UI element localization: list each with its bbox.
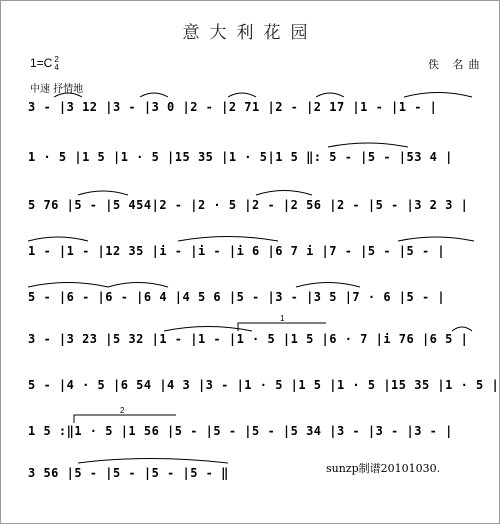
time-signature: [54, 56, 58, 72]
notation-line: 5 - |6 - |6 - |6 4 |4 5 6 |5 - |3 - |3 5 |7 · 6 |5 - |: [28, 290, 446, 304]
notation-line: 3 - |3 23 |5 32 |1 - |1 - |1 · 5 |1 5 |6 · 7 |i 76 |6 5 |: [28, 332, 469, 346]
tempo-marking: 中速 抒情地: [30, 84, 84, 95]
score-row-3: [28, 194, 474, 216]
notation-line: 1 - |1 - |12 35 |i - |i - |i 6 |6 7 i |7 - |5 - |5 - |: [28, 244, 446, 258]
arranger-signature: sunzp制谱20101030.: [326, 462, 441, 475]
notation-line: 1 · 5 |1 5 |1 · 5 |15 35 |1 · 5|1 5 ‖: 5 - |5 - |53 4 |: [28, 150, 453, 164]
notation-line: 1 5 :‖1 · 5 |1 56 |5 - |5 - |5 - |5 34 |3 - |3 - |3 - |: [28, 424, 453, 438]
notation-line: 3 56 |5 - |5 - |5 - |5 - ‖: [28, 466, 229, 480]
key-time-signature: [30, 56, 59, 72]
notation-line: 5 76 |5 - |5 454|2 - |2 · 5 |2 - |2 56 |2 - |5 - |3 2 3 |: [28, 198, 469, 212]
score-row-7: [28, 374, 500, 396]
score-row-2: [28, 146, 474, 168]
song-title: 意大利花园: [182, 23, 318, 43]
composer-credit: 佚 名曲: [428, 58, 485, 71]
score-row-4: [28, 240, 474, 262]
volta-second-ending: 2: [120, 406, 125, 415]
score-row-1: [28, 96, 474, 118]
volta-first-ending: 1: [280, 314, 285, 323]
notation-line: 3 - |3 12 |3 - |3 0 |2 - |2 71 |2 - |2 17 |1 - |1 - |: [28, 100, 438, 114]
score-row-6: [28, 314, 474, 350]
score-row-8: [28, 406, 474, 442]
key-signature: 1=C: [30, 56, 53, 71]
score-row-5: [28, 286, 474, 308]
notation-line: 5 - |4 · 5 |6 54 |4 3 |3 - |1 · 5 |1 5 |1 · 5 |15 35 |1 · 5 |: [28, 378, 500, 392]
time-signature-top: 2: [54, 55, 59, 64]
time-signature-bottom: 4: [54, 63, 59, 72]
